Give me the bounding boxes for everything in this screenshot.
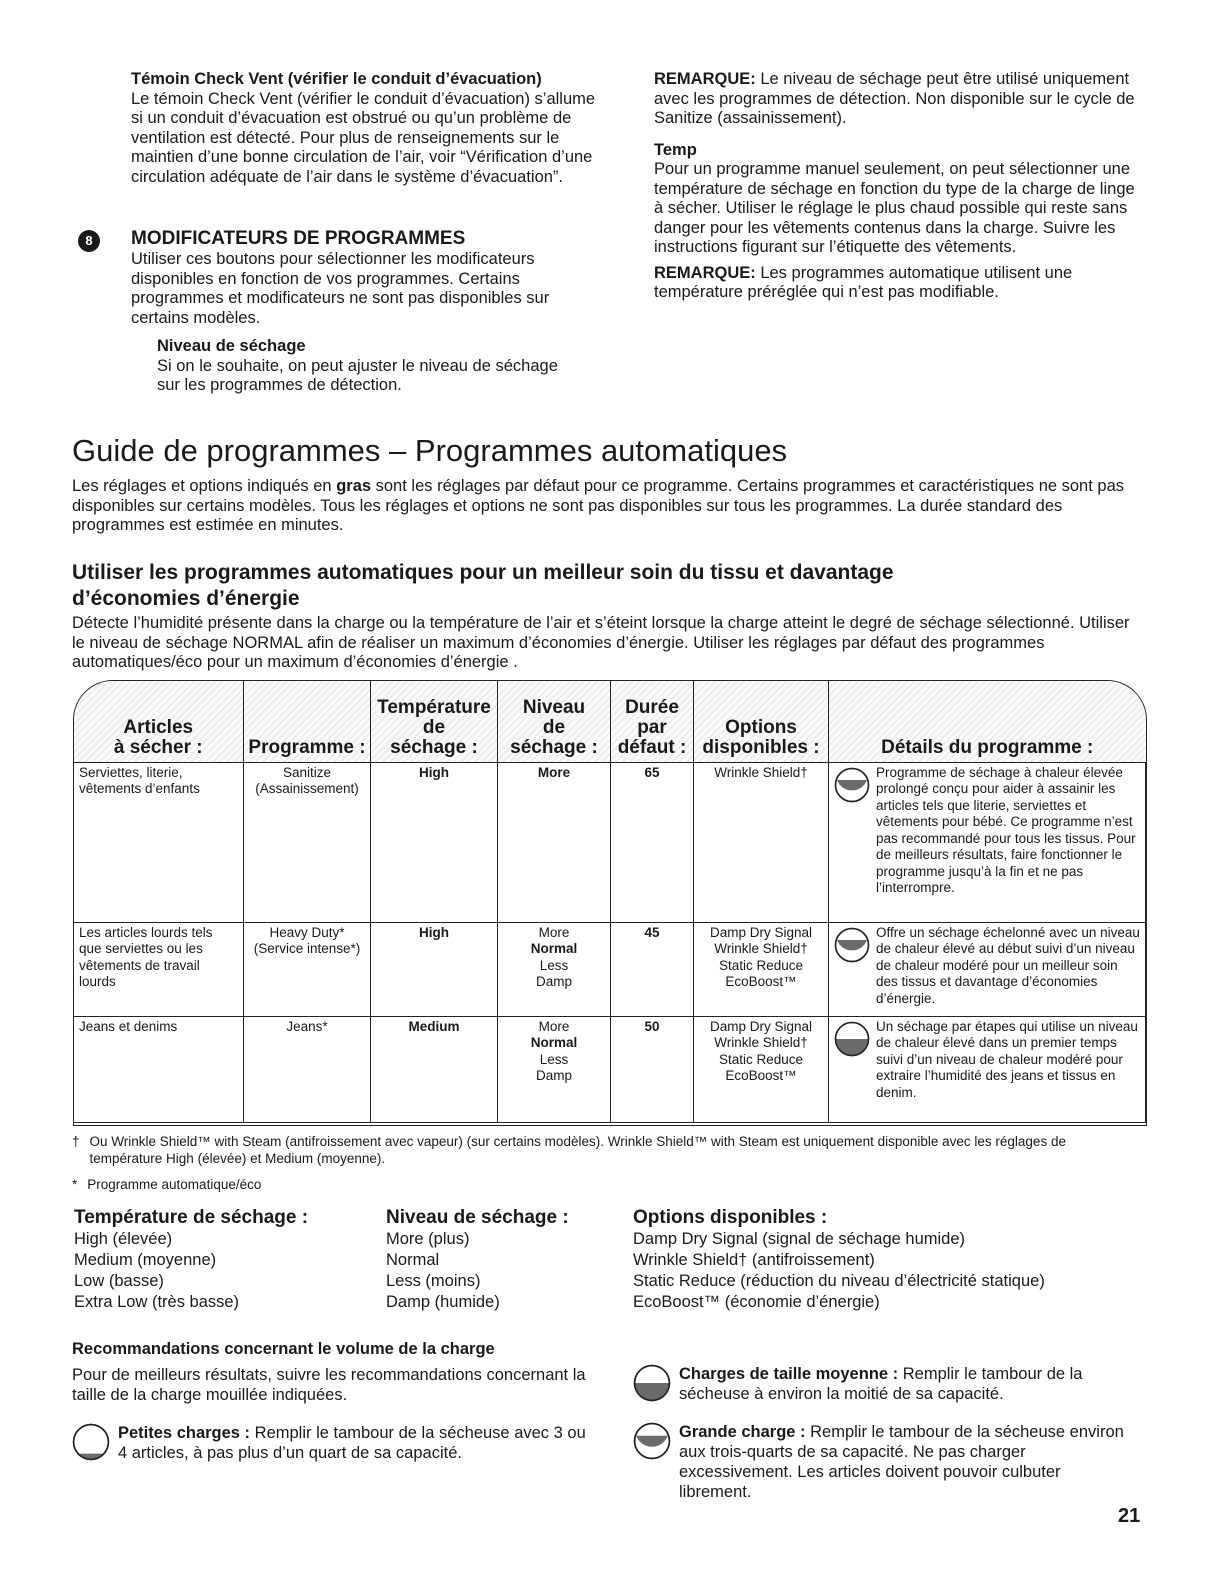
guide-intro-part-2: sont les réglages par défaut pour ce programme. Certains programmes et caractéristiques ne sont pas disponibles sur certains modèles. Tous les réglages et options ne sont pas disponibles sur tous les programmes. La durée standard des programmes est estimée en minutes. (72, 477, 1125, 534)
cell-niveau (498, 1016, 611, 1122)
legend-item: Wrinkle Shield† (antifroissement) (633, 1251, 875, 1269)
cell-articles: Serviettes, literie, vêtements d’enfants (74, 762, 244, 922)
cell-programme: Sanitize (Assainissement) (244, 762, 371, 922)
temp-body: Pour un programme manuel seulement, on peut sélectionner une température de séchage en fonction du type de la charge de linge à sécher. Utiliser le réglage le plus chaud possible qui reste sans danger pour les vêtements contenus dans la charge. Suivre les instructions figurant sur l’étiquette des vêtements. (654, 160, 1135, 256)
load-large-label: Grande charge : (679, 1423, 806, 1441)
load-recommendations (72, 1340, 592, 1463)
load-large-icon (633, 1422, 671, 1460)
step-8-badge: 8 (78, 230, 100, 252)
option-value: Wrinkle Shield† (714, 1035, 808, 1050)
legend-temperature-heading: Température de séchage : (74, 1207, 309, 1228)
cell-articles: Les articles lourds tels que serviettes ou les vêtements de travail lourds (74, 922, 244, 1016)
cell-options (694, 762, 829, 922)
table-header-row (74, 680, 1146, 762)
cell-duree: 45 (611, 922, 694, 1016)
load-right (633, 1364, 1133, 1502)
col-header-programme: Programme : (244, 680, 371, 762)
check-vent-heading: Témoin Check Vent (vérifier le conduit d’évacuation) (131, 70, 542, 88)
col-header-temperature: Température de séchage : (371, 680, 498, 762)
load-large-icon (834, 927, 870, 963)
niveau-value: Damp (535, 1068, 572, 1083)
legend-item: Damp (humide) (386, 1293, 500, 1311)
legend-item: Medium (moyenne) (74, 1251, 217, 1269)
legend-item: High (élevée) (74, 1230, 173, 1248)
legend-item: Static Reduce (réduction du niveau d’électricité statique) (633, 1272, 1045, 1290)
cell-niveau (498, 922, 611, 1016)
footnote-dagger-mark: † (72, 1134, 80, 1149)
footnote-star-text: Programme automatique/éco (87, 1177, 262, 1192)
remark-1-label: REMARQUE: (654, 70, 756, 88)
option-value: EcoBoost™ (725, 974, 797, 989)
load-large (633, 1422, 1133, 1502)
load-small (72, 1423, 592, 1463)
table-row (74, 762, 1146, 922)
remark-2-body: Les programmes automatique utilisent une température préréglée qui n’est pas modifiable. (654, 263, 1073, 301)
option-value: Static Reduce (718, 1051, 804, 1067)
col-header-options: Options disponibles : (694, 680, 829, 762)
option-value: Static Reduce (718, 957, 804, 973)
niveau-value: Damp (535, 974, 572, 989)
dry-level-body: Si on le souhaite, on peut ajuster le niveau de séchage sur les programmes de détection. (157, 356, 558, 394)
load-small-text: Remplir le tambour de la sécheuse avec 3 ou 4 articles, à pas plus d’un quart de sa capacité. (118, 1424, 586, 1462)
niveau-value: More (538, 924, 570, 940)
remark-2 (654, 264, 1144, 303)
footnote-star-mark: * (72, 1177, 78, 1192)
legend-temperature (74, 1207, 364, 1313)
load-large-text: Remplir le tambour de la sécheuse environ aux trois-quarts de sa capacité. Ne pas charger excessivement. Les articles doivent pouvoir culbuter librement. (679, 1423, 1124, 1501)
legend-item: Damp Dry Signal (signal de séchage humide) (633, 1230, 965, 1248)
page-number: 21 (1118, 1505, 1141, 1527)
option-value: Wrinkle Shield† (714, 941, 808, 956)
guide-intro (72, 477, 1142, 536)
load-large-icon (834, 767, 870, 803)
legend-item: Extra Low (très basse) (74, 1293, 240, 1311)
legend-niveau (386, 1207, 616, 1313)
load-medium-icon (633, 1364, 671, 1402)
load-small-icon (72, 1423, 110, 1461)
col-header-duree: Durée par défaut : (611, 680, 694, 762)
col-header-details: Détails du programme : (829, 680, 1146, 762)
legend-item: More (plus) (386, 1230, 470, 1248)
col-header-articles: Articles à sécher : (74, 680, 244, 762)
cell-articles: Jeans et denims (74, 1016, 244, 1122)
section-body: Détecte l’humidité présente dans la charge ou la température de l’air et s’éteint lorsque la charge atteint le degré de séchage sélectionné. Utiliser le niveau de séchage NORMAL afin de réaliser un maximum d’économies d’énergie. Utiliser les réglages par défaut des programmes automatiques/éco pour un maximum d’économies d’énergie . (72, 614, 1130, 671)
legend-item: EcoBoost™ (économie d’énergie) (633, 1293, 880, 1311)
cell-temperature: Medium (371, 1016, 498, 1122)
table-row (74, 922, 1146, 1016)
cell-programme: Heavy Duty* (Service intense*) (244, 922, 371, 1016)
option-value: Wrinkle Shield† (714, 764, 808, 780)
load-medium (633, 1364, 1133, 1404)
cell-temperature: High (371, 762, 498, 922)
cell-programme: Jeans* (244, 1016, 371, 1122)
load-medium-label: Charges de taille moyenne : (679, 1365, 899, 1383)
dry-level-heading: Niveau de séchage (157, 337, 306, 355)
option-value: EcoBoost™ (725, 1068, 797, 1083)
page-title: Guide de programmes – Programmes automatiques (72, 433, 788, 468)
top-right-column (654, 70, 1144, 303)
niveau-value: Normal (530, 941, 578, 956)
footnote-dagger (72, 1133, 1142, 1167)
footnote-star (72, 1176, 261, 1193)
cell-duree: 65 (611, 762, 694, 922)
check-vent-body: Le témoin Check Vent (vérifier le conduit d’évacuation) s’allume si un conduit d’évacuation est obstrué ou qu’un problème de ventilation est détecté. Pour plus de renseignements sur le maintien d’une bonne circulation de l’air, voir “Vérification d’une circulation adéquate de l’air dans le système d’évacuation”. (131, 89, 596, 186)
section-subtitle: Utiliser les programmes automatiques pour un meilleur soin du tissu et davantage d’économies d’énergie (72, 561, 894, 610)
remark-1 (654, 70, 1144, 129)
cell-details (829, 922, 1146, 1016)
details-text: Un séchage par étapes qui utilise un niveau de chaleur élevé dans un premier temps suivi d’un niveau de chaleur modéré pour extraire l’humidité des jeans et tissus en denim. (876, 1018, 1138, 1100)
cell-temperature: High (371, 922, 498, 1016)
remark-1-body: Le niveau de séchage peut être utilisé uniquement avec les programmes de détection. Non disponible sur le cycle de Sanitize (assainissement). (654, 70, 1135, 127)
check-vent-section (131, 70, 601, 187)
program-table (73, 680, 1146, 1123)
table-row (74, 1016, 1146, 1122)
load-intro: Pour de meilleurs résultats, suivre les recommandations concernant la taille de la charge mouillée indiquées. (72, 1366, 586, 1404)
temp-heading: Temp (654, 140, 697, 159)
remark-2-label: REMARQUE: (654, 263, 756, 282)
legend-item: Less (moins) (386, 1272, 481, 1290)
guide-intro-part-1: Les réglages et options indiqués en (72, 477, 337, 495)
footnote-dagger-text: Ou Wrinkle Shield™ with Steam (antifroissement avec vapeur) (sur certains modèles). Wrinkle Shield™ with Steam est uniquement disponible avec les réglages de température High (élevée) et Medium (moyenne). (89, 1134, 1066, 1166)
load-small-label: Petites charges : (118, 1424, 251, 1442)
legend-item: Normal (386, 1251, 440, 1269)
load-heading: Recommandations concernant le volume de la charge (72, 1340, 495, 1358)
niveau-value: More (538, 1018, 570, 1034)
legend-options-heading: Options disponibles : (633, 1207, 828, 1228)
cell-niveau (498, 762, 611, 922)
option-value: Damp Dry Signal (709, 1018, 813, 1034)
dry-level-section (157, 337, 577, 396)
legend-niveau-heading: Niveau de séchage : (386, 1207, 569, 1228)
cell-details (829, 1016, 1146, 1122)
niveau-value: Less (539, 1051, 569, 1067)
niveau-value: More (537, 764, 571, 780)
program-table-frame (73, 680, 1147, 1126)
load-medium-text: Remplir le tambour de la sécheuse à environ la moitié de sa capacité. (679, 1365, 1083, 1403)
details-text: Programme de séchage à chaleur élevée prolongé conçu pour aider à assainir les articles tels que literie, serviettes et vêtements pour bébé. Ce programme n’est pas recommandé pour tous les tissus. Pour de meilleurs résultats, faire fonctionner le programme jusqu’à la fin et ne pas l’interrompre. (876, 764, 1136, 895)
cell-details (829, 762, 1146, 922)
cell-options (694, 922, 829, 1016)
modifiers-heading: MODIFICATEURS DE PROGRAMMES (131, 228, 466, 249)
col-header-niveau: Niveau de séchage : (498, 680, 611, 762)
cell-options (694, 1016, 829, 1122)
guide-intro-bold: gras (336, 477, 372, 495)
niveau-value: Less (539, 957, 569, 973)
cell-duree: 50 (611, 1016, 694, 1122)
load-medium-icon (834, 1021, 870, 1057)
modifiers-section (131, 228, 601, 328)
option-value: Damp Dry Signal (709, 924, 813, 940)
legend-item: Low (basse) (74, 1272, 164, 1290)
legend-options (633, 1207, 1133, 1313)
modifiers-body: Utiliser ces boutons pour sélectionner les modificateurs disponibles en fonction de vos programmes. Certains programmes et modificateurs ne sont pas disponibles sur certains modèles. (131, 250, 550, 327)
niveau-value: Normal (530, 1035, 578, 1050)
details-text: Offre un séchage échelonné avec un niveau de chaleur élevé au début suivi d’un niveau de chaleur modéré pour un meilleur soin des tissus et davantage d’économies d’énergie. (876, 924, 1140, 1006)
